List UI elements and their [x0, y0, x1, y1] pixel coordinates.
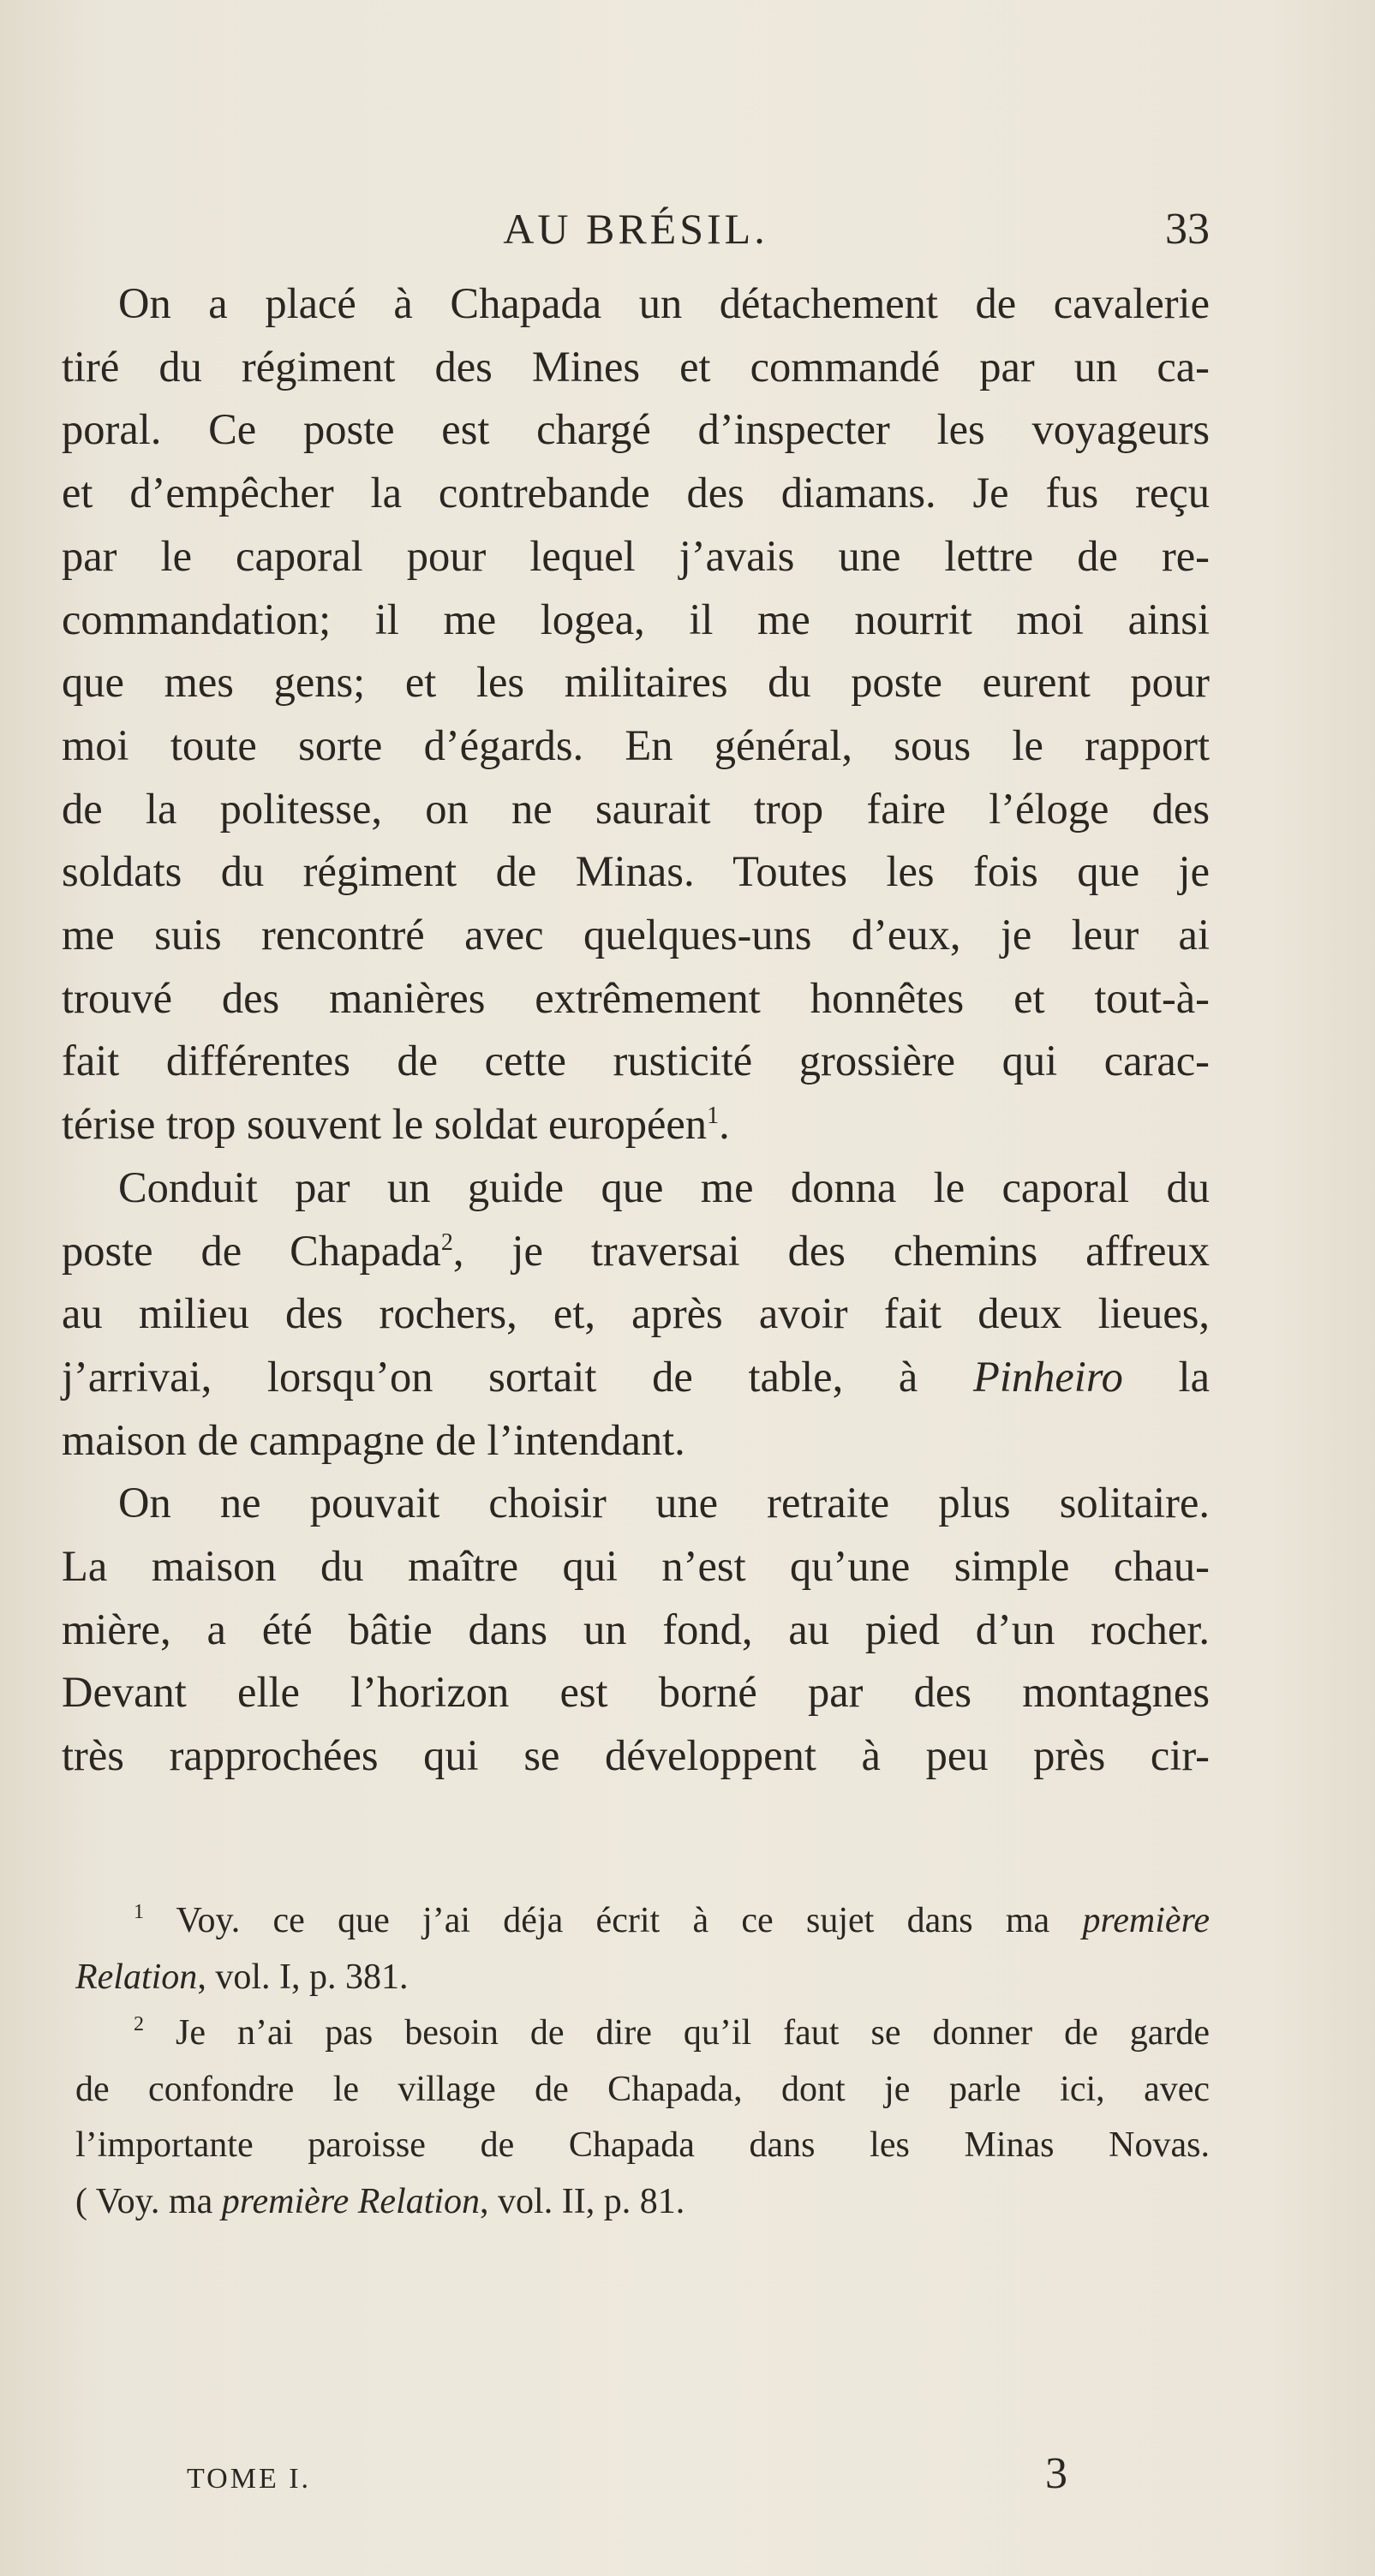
line-text: , vol. II, p. 81.: [480, 2181, 685, 2221]
footnotes: [75, 1893, 1210, 2230]
line-text: la: [1122, 1352, 1210, 1401]
line-text: .: [719, 1100, 730, 1149]
line-text: Je n’ai pas besoin de dire qu’il faut se donner de garde: [144, 2013, 1210, 2053]
italic-title: première Relation: [221, 2181, 481, 2221]
paragraph-line: maison de campagne de l’intendant.: [62, 1415, 685, 1464]
paragraph-line: Devant elle l’horizon est borné par des montagnes: [62, 1668, 1210, 1717]
footnote-reference[interactable]: 2: [440, 1228, 453, 1256]
paragraph-line: mière, a été bâtie dans un fond, au pied d’un rocher.: [62, 1605, 1210, 1653]
paragraph-line: [62, 1220, 1210, 1283]
paragraph-line: moi toute sorte d’égards. En général, sous le rapport: [62, 720, 1210, 769]
paragraph-line: fait différentes de cette rusticité grossière qui carac-: [62, 1037, 1210, 1085]
line-text: poste de Chapada: [62, 1226, 441, 1275]
footnote-marker: 2: [134, 2013, 144, 2035]
footnote-line: [75, 1950, 1210, 2006]
paragraph-line: soldats du régiment de Minas. Toutes les fois que je: [62, 847, 1210, 896]
running-title: AU BRÉSIL.: [503, 205, 768, 253]
paragraph-line: poral. Ce poste est chargé d’inspecter les voyageurs: [62, 405, 1210, 454]
footnote-line: [75, 2005, 1210, 2062]
footnote-line: de confondre le village de Chapada, dont je parle ici, avec: [75, 2069, 1210, 2109]
paragraph-line: par le caporal pour lequel j’avais une lettre de re-: [62, 531, 1210, 580]
footnote-reference[interactable]: 1: [707, 1103, 720, 1130]
page-header: [62, 204, 1210, 272]
paragraph-line: me suis rencontré avec quelques-uns d’eux, je leur ai: [62, 911, 1210, 959]
paragraph-line: [62, 1093, 1210, 1157]
footnote-line: [75, 2174, 1210, 2231]
paragraph-line: que mes gens; et les militaires du poste eurent pour: [62, 658, 1210, 707]
footnote-marker: 1: [134, 1901, 144, 1923]
italic-title: Relation: [75, 1957, 198, 1997]
line-text: Voy. ce que j’ai déja écrit à ce sujet dans ma: [144, 1901, 1083, 1940]
paragraph-line: La maison du maître qui n’est qu’une simple chau-: [62, 1542, 1210, 1591]
line-text: térise trop souvent le soldat européen: [62, 1100, 708, 1149]
line-text: ( Voy. ma: [75, 2181, 222, 2221]
paragraph-line: de la politesse, on ne saurait trop faire l’éloge des: [62, 784, 1210, 833]
footnote-line: [75, 1893, 1210, 1950]
paragraph-line: tiré du régiment des Mines et commandé par un ca-: [62, 342, 1210, 391]
italic-title: première: [1082, 1901, 1210, 1940]
place-name: Pinheiro: [973, 1352, 1123, 1401]
line-text: j’arrivai, lorsqu’on sortait de table, à: [62, 1352, 973, 1401]
footnote-line: l’importante paroisse de Chapada dans les Minas Novas.: [75, 2125, 1210, 2165]
line-text: , je traversai des chemins affreux: [452, 1226, 1210, 1275]
paragraph-line: On a placé à Chapada un détachement de cavalerie: [118, 279, 1210, 327]
body-text: [62, 272, 1210, 1788]
paragraph-line: Conduit par un guide que me donna le caporal du: [118, 1162, 1210, 1211]
line-text: , vol. I, p. 381.: [197, 1957, 409, 1997]
paragraph-line: et d’empêcher la contrebande des diamans. Je fus reçu: [62, 469, 1210, 517]
paragraph-line: trouvé des manières extrêmement honnêtes et tout-à-: [62, 973, 1210, 1022]
paragraph-line: [62, 1346, 1210, 1409]
page-number: 33: [1165, 205, 1210, 254]
paragraph-line: au milieu des rochers, et, après avoir fait deux lieues,: [62, 1289, 1210, 1338]
signature-mark: TOME I.: [187, 2463, 312, 2495]
paragraph-line: très rapprochées qui se développent à peu près cir-: [62, 1731, 1210, 1780]
gathering-number: 3: [1045, 2449, 1067, 2498]
paragraph-line: commandation; il me logea, il me nourrit moi ainsi: [62, 595, 1210, 643]
paragraph-line: On ne pouvait choisir une retraite plus solitaire.: [118, 1479, 1210, 1527]
